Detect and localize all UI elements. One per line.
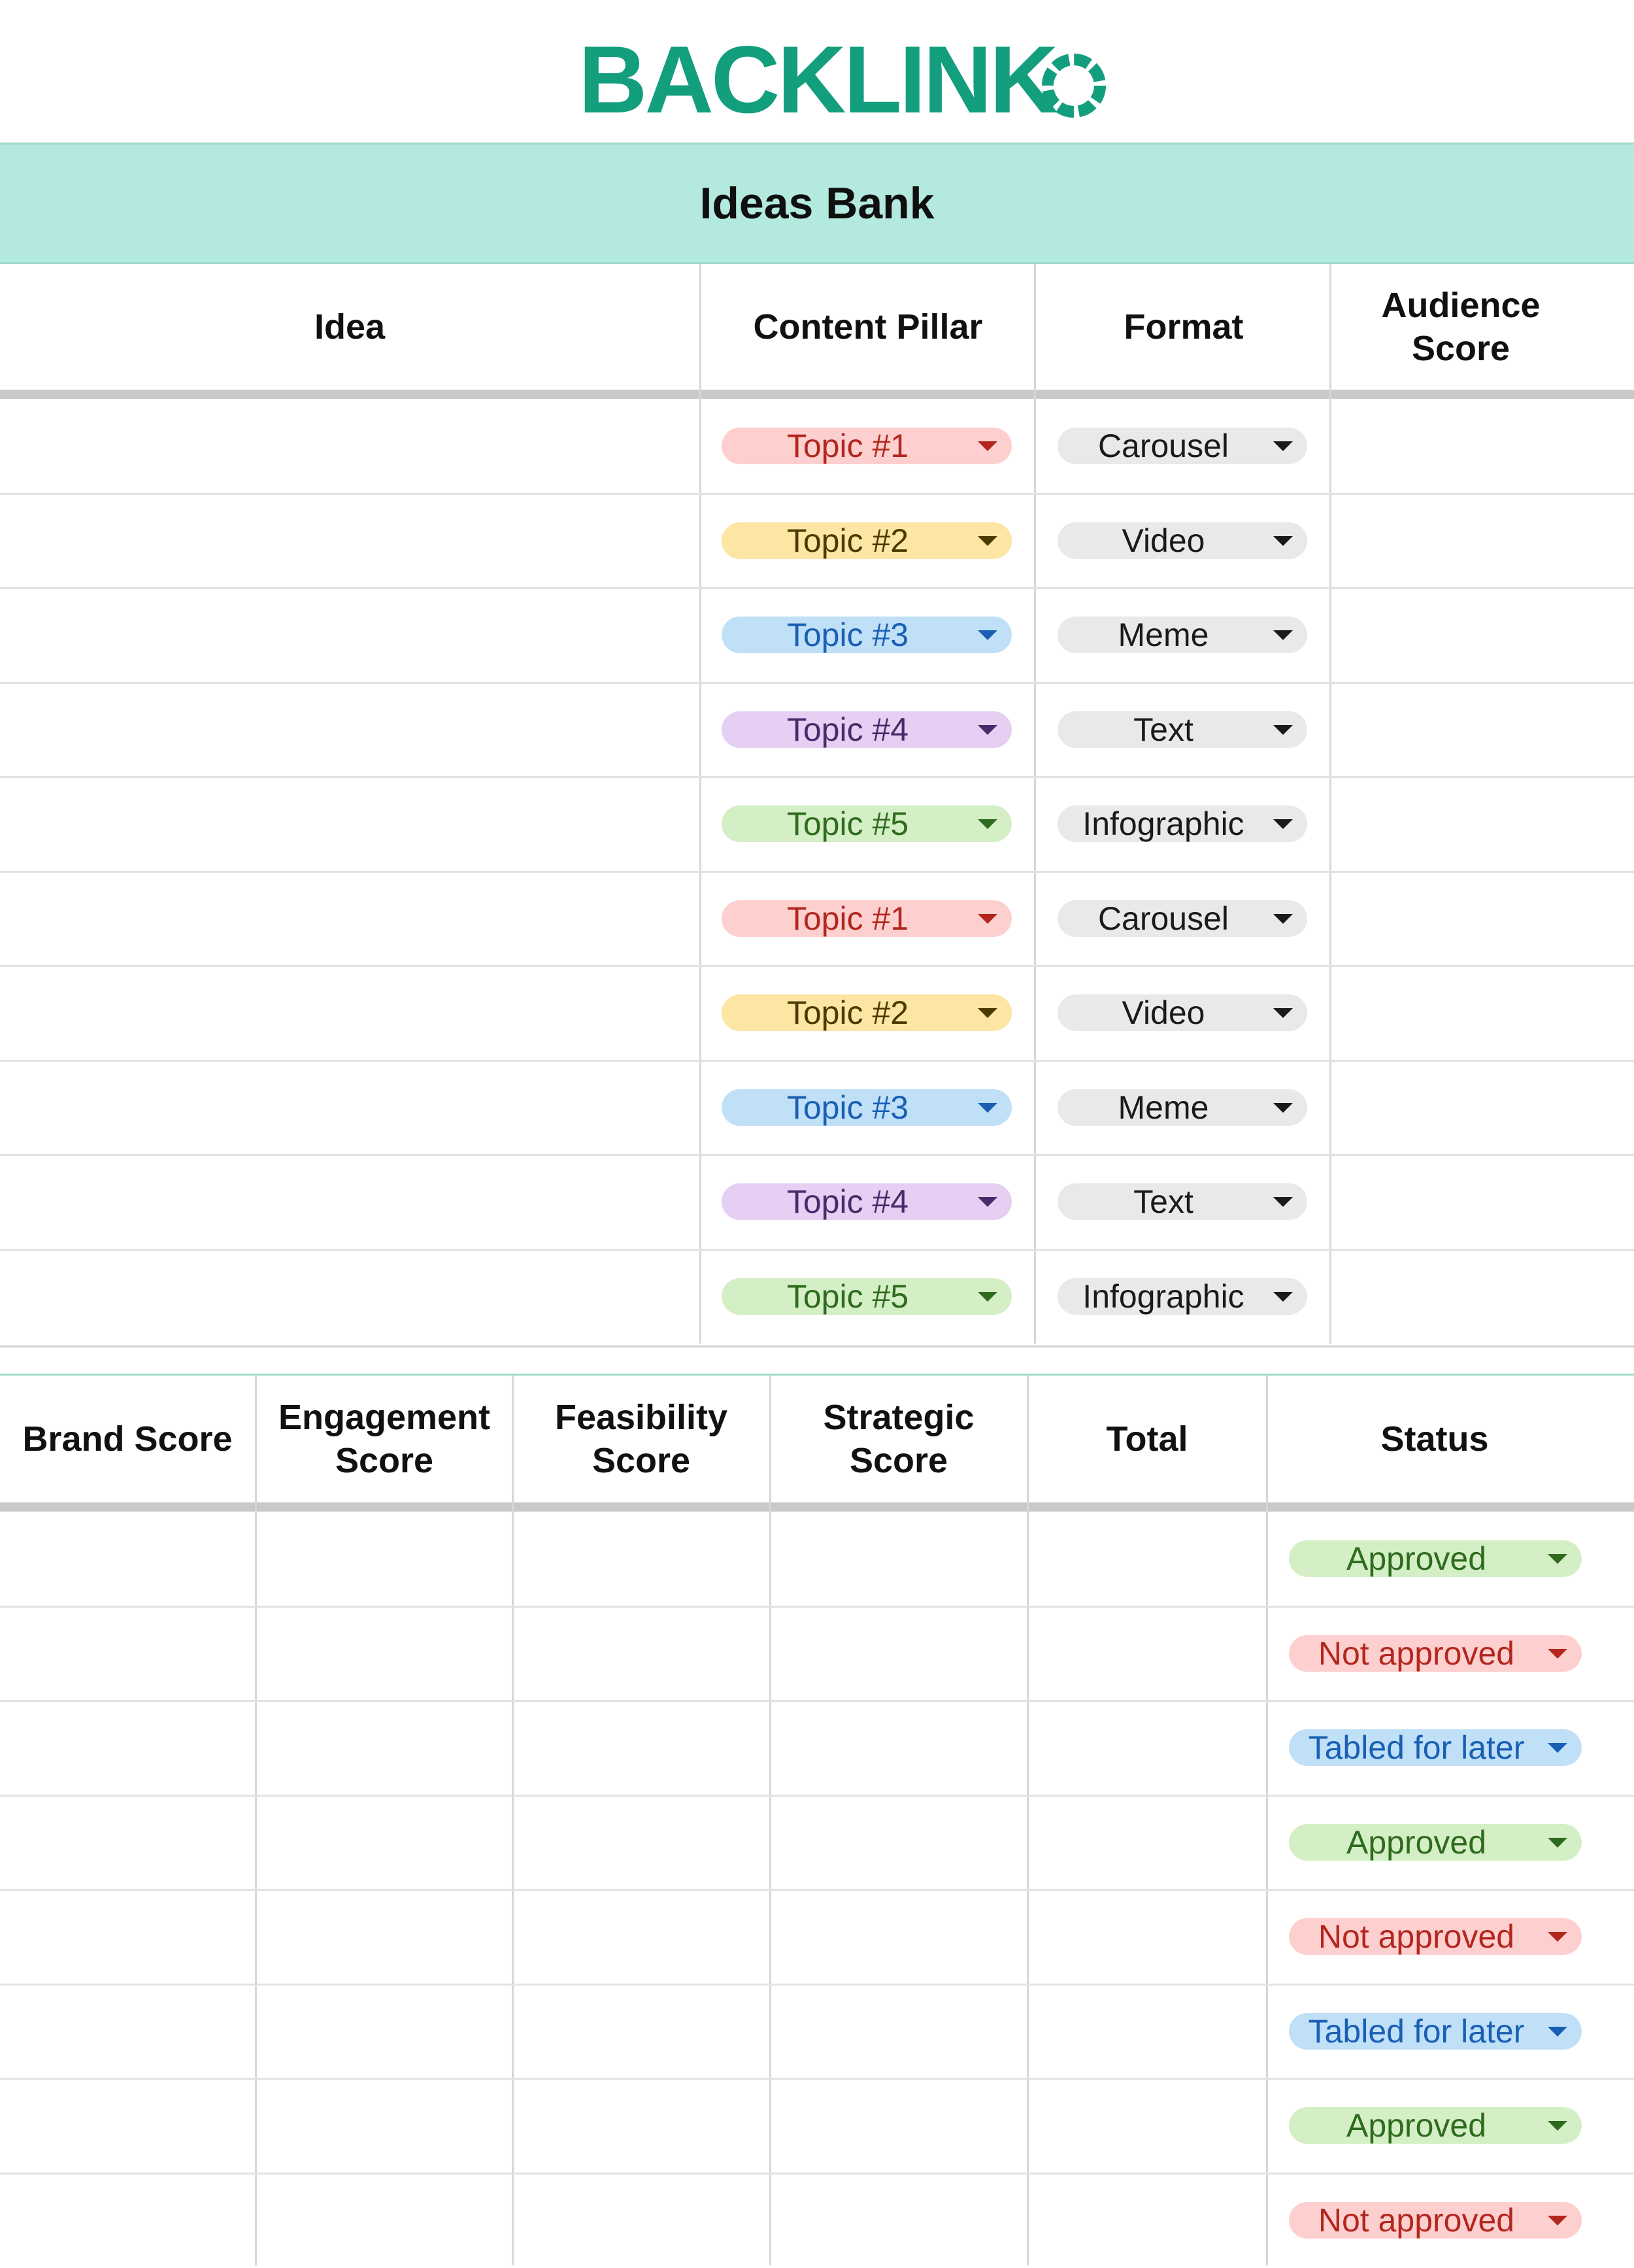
header-divider [0, 390, 1634, 399]
chevron-down-icon [1273, 630, 1293, 640]
engagement-score-cell[interactable] [257, 1512, 512, 1606]
row-divider [0, 1060, 1634, 1062]
chevron-down-icon [978, 1292, 997, 1302]
format-dropdown-label: Infographic [1082, 1278, 1244, 1315]
brand-score-cell[interactable] [0, 2173, 255, 2268]
content-pillar-dropdown-label: Topic #2 [786, 994, 909, 1031]
engagement-score-cell[interactable] [257, 1795, 512, 1890]
status-dropdown-label: Not approved [1318, 2202, 1515, 2239]
content-pillar-dropdown[interactable] [722, 428, 1012, 464]
row-divider [0, 2078, 1634, 2080]
feasibility-score-cell[interactable] [514, 1889, 769, 1984]
feasibility-score-cell[interactable] [514, 1606, 769, 1701]
status-dropdown[interactable] [1289, 2013, 1582, 2050]
row-divider [0, 1700, 1634, 1702]
row-divider [0, 493, 1634, 495]
chevron-down-icon [978, 1008, 997, 1018]
format-dropdown[interactable] [1058, 994, 1307, 1031]
chevron-down-icon [1273, 914, 1293, 924]
chevron-down-icon [1548, 1932, 1567, 1942]
logo-ring-icon [1039, 51, 1109, 120]
content-pillar-dropdown-label: Topic #1 [786, 900, 909, 937]
chevron-down-icon [978, 914, 997, 924]
header-format: Format [1124, 307, 1244, 347]
format-dropdown[interactable] [1058, 900, 1307, 937]
total-cell[interactable] [1029, 1984, 1266, 2079]
engagement-score-cell[interactable] [257, 1984, 512, 2079]
content-pillar-dropdown[interactable] [722, 617, 1012, 653]
total-cell[interactable] [1029, 2078, 1266, 2173]
format-dropdown-label: Text [1133, 711, 1193, 748]
brand-score-cell[interactable] [0, 1701, 255, 1795]
chevron-down-icon [1273, 725, 1293, 735]
idea-cell[interactable] [0, 399, 699, 494]
content-pillar-dropdown-label: Topic #4 [786, 1183, 909, 1220]
format-dropdown-label: Video [1122, 522, 1205, 559]
row-divider [0, 1606, 1634, 1608]
chevron-down-icon [1548, 1838, 1567, 1848]
brand-logo-text: BACKLINK [578, 26, 1056, 133]
status-dropdown[interactable] [1289, 1918, 1582, 1955]
total-cell[interactable] [1029, 1701, 1266, 1795]
content-pillar-dropdown-label: Topic #4 [786, 711, 909, 748]
strategic-score-cell[interactable] [771, 2078, 1027, 2173]
status-dropdown-label: Not approved [1318, 1918, 1515, 1955]
idea-cell[interactable] [0, 683, 699, 777]
chevron-down-icon [978, 441, 997, 451]
feasibility-score-cell[interactable] [514, 1701, 769, 1795]
row-divider [0, 682, 1634, 684]
header-engagement-score: Engagement Score [278, 1398, 491, 1480]
section-divider [0, 1346, 1634, 1347]
engagement-score-cell[interactable] [257, 2078, 512, 2173]
chevron-down-icon [1548, 1649, 1567, 1659]
audience-score-cell[interactable] [1331, 1060, 1634, 1155]
chevron-down-icon [978, 1103, 997, 1113]
row-divider [0, 1795, 1634, 1797]
format-dropdown-label: Meme [1118, 617, 1209, 653]
chevron-down-icon [978, 536, 997, 546]
content-pillar-dropdown-label: Topic #3 [786, 1089, 909, 1126]
format-dropdown-label: Text [1133, 1183, 1193, 1220]
format-dropdown[interactable] [1058, 1089, 1307, 1126]
brand-score-cell[interactable] [0, 1889, 255, 1984]
content-pillar-dropdown[interactable] [722, 1278, 1012, 1315]
audience-score-cell[interactable] [1331, 1249, 1634, 1344]
status-dropdown-label: Approved [1346, 1540, 1487, 1577]
idea-cell[interactable] [0, 872, 699, 966]
brand-score-cell[interactable] [0, 1606, 255, 1701]
format-dropdown[interactable] [1058, 617, 1307, 653]
audience-score-cell[interactable] [1331, 872, 1634, 966]
row-divider [0, 965, 1634, 967]
total-cell[interactable] [1029, 1512, 1266, 1606]
format-dropdown[interactable] [1058, 1278, 1307, 1315]
header-audience-score: Audience Score [1381, 286, 1541, 368]
status-dropdown[interactable] [1289, 1540, 1582, 1577]
chevron-down-icon [1273, 536, 1293, 546]
chevron-down-icon [978, 630, 997, 640]
strategic-score-cell[interactable] [771, 1984, 1027, 2079]
row-divider [0, 587, 1634, 589]
idea-cell[interactable] [0, 588, 699, 683]
format-dropdown[interactable] [1058, 522, 1307, 559]
chevron-down-icon [1273, 819, 1293, 829]
feasibility-score-cell[interactable] [514, 1984, 769, 2079]
header-total: Total [1106, 1419, 1188, 1459]
brand-score-cell[interactable] [0, 1795, 255, 1890]
idea-cell[interactable] [0, 1060, 699, 1155]
header-brand-score: Brand Score [22, 1419, 233, 1459]
format-dropdown[interactable] [1058, 805, 1307, 842]
strategic-score-cell[interactable] [771, 1889, 1027, 1984]
content-pillar-dropdown[interactable] [722, 1183, 1012, 1220]
status-dropdown-label: Approved [1346, 2107, 1487, 2144]
format-dropdown[interactable] [1058, 428, 1307, 464]
content-pillar-dropdown[interactable] [722, 1089, 1012, 1126]
idea-cell[interactable] [0, 1155, 699, 1249]
feasibility-score-cell[interactable] [514, 2173, 769, 2268]
row-divider [0, 1249, 1634, 1251]
strategic-score-cell[interactable] [771, 1512, 1027, 1606]
content-pillar-dropdown-label: Topic #5 [786, 805, 909, 842]
audience-score-cell[interactable] [1331, 966, 1634, 1060]
content-pillar-dropdown-label: Topic #5 [786, 1278, 909, 1315]
format-dropdown-label: Carousel [1097, 900, 1229, 937]
chevron-down-icon [978, 819, 997, 829]
content-pillar-dropdown[interactable] [722, 711, 1012, 748]
total-cell[interactable] [1029, 1889, 1266, 1984]
chevron-down-icon [1548, 2027, 1567, 2037]
chevron-down-icon [978, 1197, 997, 1207]
audience-score-cell[interactable] [1331, 683, 1634, 777]
content-pillar-dropdown-label: Topic #1 [786, 428, 909, 464]
format-dropdown-label: Infographic [1082, 805, 1244, 842]
audience-score-cell[interactable] [1331, 777, 1634, 872]
header-divider-2 [0, 1502, 1634, 1512]
brand-score-cell[interactable] [0, 1984, 255, 2079]
format-dropdown[interactable] [1058, 1183, 1307, 1220]
total-cell[interactable] [1029, 2173, 1266, 2268]
audience-score-cell[interactable] [1331, 1155, 1634, 1249]
row-divider [0, 1889, 1634, 1891]
status-dropdown-label: Tabled for later [1308, 2013, 1525, 2050]
status-dropdown[interactable] [1289, 2107, 1582, 2144]
total-cell[interactable] [1029, 1795, 1266, 1890]
row-divider [0, 1154, 1634, 1156]
feasibility-score-cell[interactable] [514, 1512, 769, 1606]
header-status: Status [1380, 1419, 1489, 1459]
idea-cell[interactable] [0, 494, 699, 588]
content-pillar-dropdown[interactable] [722, 994, 1012, 1031]
status-dropdown-label: Tabled for later [1308, 1729, 1525, 1766]
engagement-score-cell[interactable] [257, 1606, 512, 1701]
idea-cell[interactable] [0, 966, 699, 1060]
chevron-down-icon [978, 725, 997, 735]
status-dropdown-label: Approved [1346, 1824, 1487, 1861]
chevron-down-icon [1273, 1103, 1293, 1113]
status-dropdown[interactable] [1289, 1635, 1582, 1672]
chevron-down-icon [1273, 1292, 1293, 1302]
row-divider [0, 2173, 1634, 2175]
total-cell[interactable] [1029, 1606, 1266, 1701]
strategic-score-cell[interactable] [771, 1701, 1027, 1795]
engagement-score-cell[interactable] [257, 2173, 512, 2268]
header-strategic-score: Strategic Score [823, 1398, 975, 1480]
audience-score-cell[interactable] [1331, 494, 1634, 588]
format-dropdown-label: Video [1122, 994, 1205, 1031]
sheet-title: Ideas Bank [699, 178, 935, 228]
strategic-score-cell[interactable] [771, 1606, 1027, 1701]
chevron-down-icon [1548, 2216, 1567, 2226]
idea-cell[interactable] [0, 777, 699, 872]
brand-score-cell[interactable] [0, 1512, 255, 1606]
content-pillar-dropdown-label: Topic #2 [786, 522, 909, 559]
content-pillar-dropdown[interactable] [722, 522, 1012, 559]
row-divider [0, 871, 1634, 873]
content-pillar-dropdown-label: Topic #3 [786, 617, 909, 653]
strategic-score-cell[interactable] [771, 1795, 1027, 1890]
brand-score-cell[interactable] [0, 2078, 255, 2173]
chevron-down-icon [1273, 1008, 1293, 1018]
chevron-down-icon [1273, 441, 1293, 451]
audience-score-cell[interactable] [1331, 588, 1634, 683]
status-dropdown[interactable] [1289, 1824, 1582, 1861]
content-pillar-dropdown[interactable] [722, 900, 1012, 937]
feasibility-score-cell[interactable] [514, 1795, 769, 1890]
row-divider [0, 1984, 1634, 1986]
header-content-pillar: Content Pillar [753, 307, 983, 347]
status-dropdown[interactable] [1289, 1729, 1582, 1766]
strategic-score-cell[interactable] [771, 2173, 1027, 2268]
header-feasibility-score: Feasibility Score [554, 1398, 728, 1480]
format-dropdown-label: Carousel [1097, 428, 1229, 464]
content-pillar-dropdown[interactable] [722, 805, 1012, 842]
format-dropdown-label: Meme [1118, 1089, 1209, 1126]
feasibility-score-cell[interactable] [514, 2078, 769, 2173]
idea-cell[interactable] [0, 1249, 699, 1344]
engagement-score-cell[interactable] [257, 1889, 512, 1984]
chevron-down-icon [1273, 1197, 1293, 1207]
audience-score-cell[interactable] [1331, 399, 1634, 494]
chevron-down-icon [1548, 2121, 1567, 2131]
row-divider [0, 776, 1634, 778]
header-idea: Idea [314, 307, 386, 347]
brand-logo [0, 0, 1634, 143]
chevron-down-icon [1548, 1743, 1567, 1753]
engagement-score-cell[interactable] [257, 1701, 512, 1795]
chevron-down-icon [1548, 1554, 1567, 1564]
title-band [0, 143, 1634, 264]
status-dropdown[interactable] [1289, 2202, 1582, 2239]
format-dropdown[interactable] [1058, 711, 1307, 748]
status-dropdown-label: Not approved [1318, 1635, 1515, 1672]
